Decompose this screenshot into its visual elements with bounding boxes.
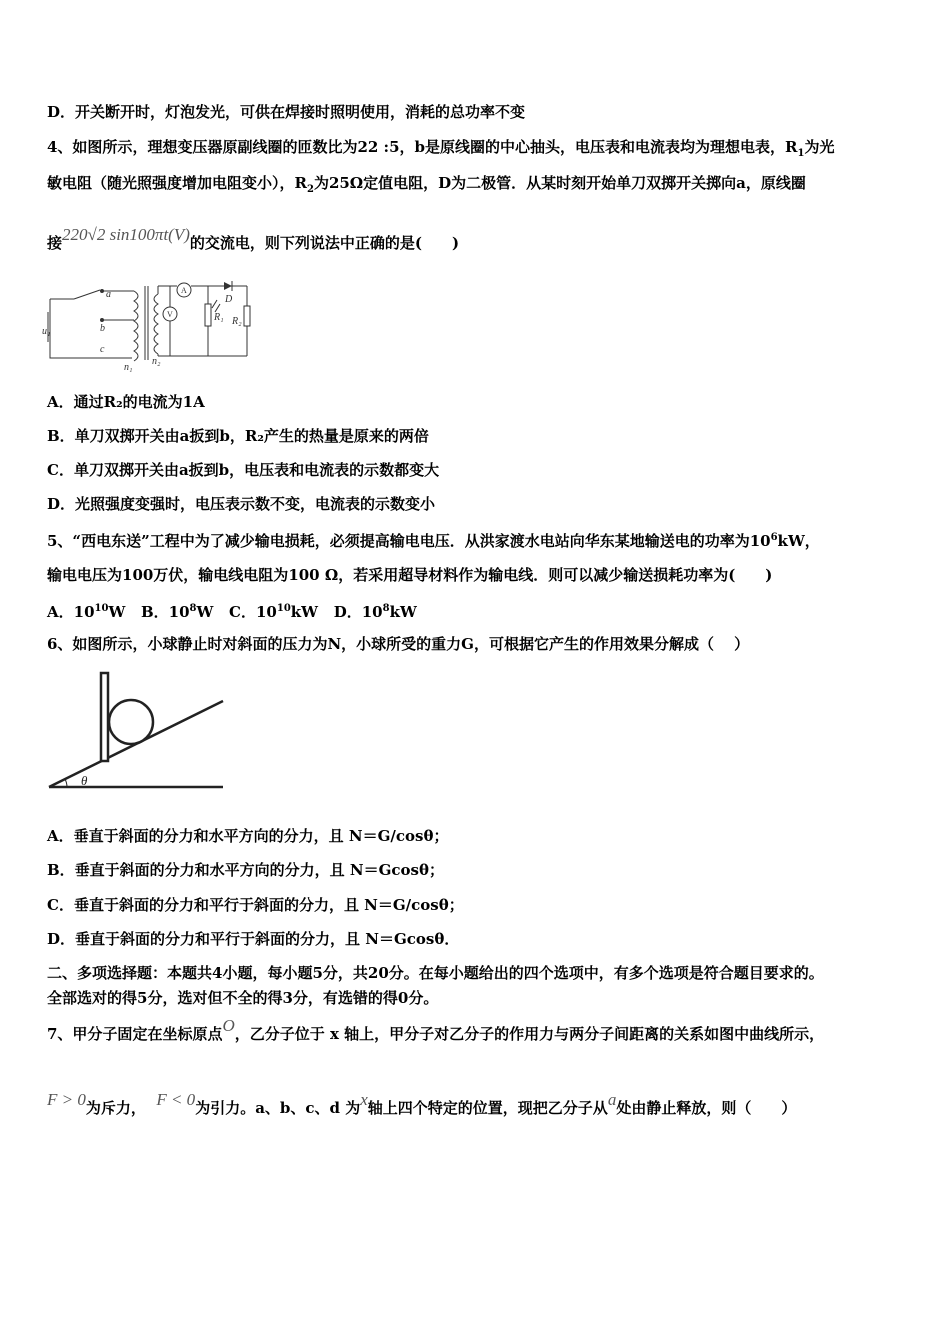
q5-option-c: C．$10^{10}kW$	[229, 603, 319, 621]
q4-stem-line3: 接220√2 sin100πt(V)的交流电，则下列说法中正确的是( )	[47, 225, 460, 252]
a-symbol: a	[607, 1090, 617, 1109]
q5-options	[47, 599, 417, 622]
label-c: c	[100, 344, 105, 355]
q6-option-b: B．垂直于斜面的分力和水平方向的分力，且 N＝Gcosθ；	[47, 861, 445, 879]
label-u1: u₁	[42, 326, 51, 337]
transformer-circuit-diagram	[42, 272, 262, 372]
q5-option-a: A．$10^{10}W$	[47, 603, 126, 621]
ammeter-label: A	[181, 286, 187, 295]
label-a: a	[106, 289, 111, 300]
voltage-formula: 220√2 sin100πt(V)	[62, 225, 190, 244]
incline-ball-diagram	[45, 665, 230, 795]
origin-symbol: O	[222, 1016, 235, 1035]
q6-stem: 6、如图所示，小球静止时对斜面的压力为N，小球所受的重力G，可根据它产生的作用效果分解成（ ）	[47, 635, 750, 653]
label-n2: n₂	[152, 356, 161, 367]
section2-header-line2: 全部选对的得5分，选对但不全的得3分，有选错的得0分。	[47, 989, 439, 1007]
label-r2: R₂	[232, 316, 242, 327]
q3-option-d: D．开关断开时，灯泡发光，可供在焊接时照明使用，消耗的总功率不变	[47, 103, 526, 121]
q4-stem-line2: 敏电阻（随光照强度增加电阻变小），$R_2$为25Ω定值电阻，D为二极管．从某时刻开始单刀双掷开关掷向a，原线圈	[47, 174, 806, 195]
x-symbol: x	[360, 1090, 368, 1109]
label-r1: R₁	[214, 312, 224, 323]
q4-option-c: C．单刀双掷开关由a扳到b，电压表和电流表的示数都变大	[47, 461, 440, 479]
q4-stem-line1: 4、如图所示，理想变压器原副线圈的匝数比为22 :5，b是原线圈的中心抽头，电压表和电流表均为理想电表，$R_1$为光	[47, 138, 835, 159]
q5-option-d: D．$10^8kW$	[333, 603, 417, 621]
label-n1: n₁	[124, 362, 133, 372]
q5-stem-line1: 5、“西电东送”工程中为了减少输电损耗，必须提高输电电压．从洪家渡水电站向华东某地输送电的功率为$10^6kW$，	[47, 532, 820, 550]
q4-option-b: B．单刀双掷开关由a扳到b，R₂产生的热量是原来的两倍	[47, 427, 429, 445]
q5-stem-line2: 输电电压为100万伏，输电线电阻为100 Ω，若采用超导材料作为输电线．则可以减少输送损耗功率为( )	[47, 566, 773, 584]
f-negative: F < 0	[156, 1090, 196, 1109]
q6-option-d: D．垂直于斜面的分力和平行于斜面的分力，且 N＝Gcosθ．	[47, 930, 460, 948]
f-positive: F > 0	[47, 1090, 86, 1109]
q4-option-a: A．通过R₂的电流为1A	[47, 393, 205, 411]
diode-label: D	[225, 294, 233, 305]
q4-option-d: D．光照强度变强时，电压表示数不变，电流表的示数变小	[47, 495, 436, 513]
angle-theta-label: θ	[81, 773, 88, 788]
q5-option-b: B．$10^8W$	[140, 603, 214, 621]
section2-header-line1: 二、多项选择题：本题共4小题，每小题5分，共20分。在每小题给出的四个选项中，有多个选项是符合题目要求的。	[47, 964, 824, 982]
q6-option-a: A．垂直于斜面的分力和水平方向的分力，且 N＝G/cosθ；	[47, 827, 449, 845]
q6-option-c: C．垂直于斜面的分力和平行于斜面的分力，且 N＝G/cosθ；	[47, 896, 464, 914]
q7-stem-line1: 7、甲分子固定在坐标原点O，乙分子位于 x 轴上，甲分子对乙分子的作用力与两分子间距离的关系如图中曲线所示，	[47, 1016, 825, 1043]
voltmeter-label: V	[167, 310, 173, 319]
q7-stem-line2: F > 0为斥力， F < 0为引力。a、b、c、d 为x轴上四个特定的位置，现把乙分子从a处由静止释放，则（ ）	[47, 1090, 797, 1117]
label-b: b	[100, 323, 105, 334]
